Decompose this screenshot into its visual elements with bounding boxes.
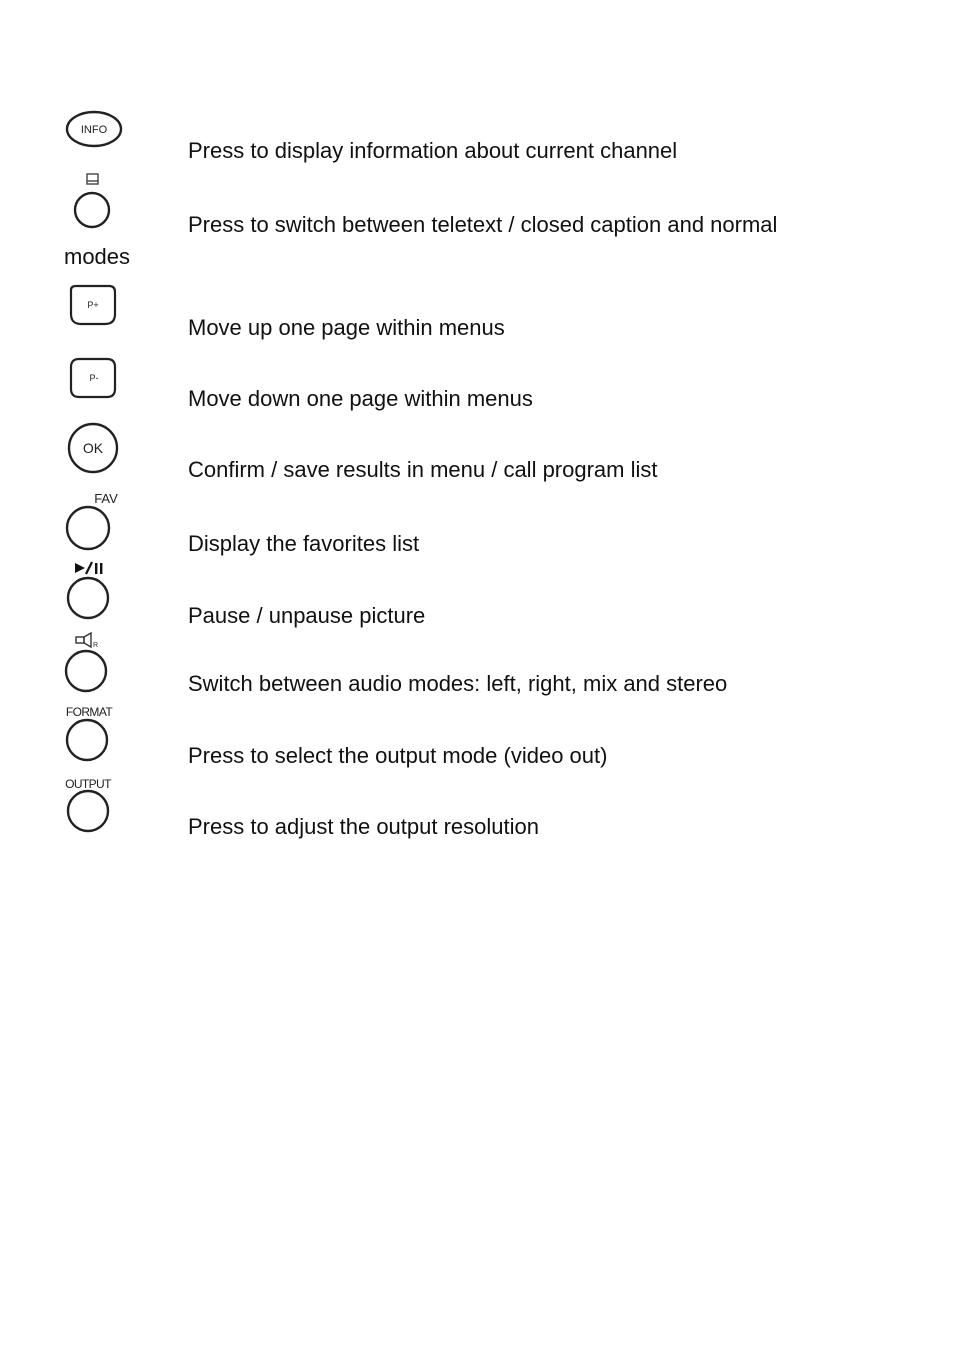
ok-button-icon [64,420,126,478]
teletext-button-icon [64,170,126,232]
teletext-description-continuation: modes [64,244,131,269]
info-button-label: INFO [80,124,108,136]
page-down-button-icon [64,355,126,401]
format-button-icon [64,702,126,764]
teletext-description: Press to switch between teletext / closed caption and normal [188,212,778,237]
ok-button-label: OK [82,440,104,456]
page-down-button-label: P- [89,373,99,383]
play-pause-button-icon [64,560,126,620]
page-down-description: Move down one page within menus [188,386,533,411]
audio-description: Switch between audio modes: left, right, mix and stereo [188,671,728,696]
output-button-label: OUTPUT [65,777,111,791]
ok-description: Confirm / save results in menu / call program list [188,457,658,482]
svg-text:R: R [93,642,99,649]
output-description: Press to adjust the output resolution [188,814,539,839]
info-button-icon [64,108,126,150]
fav-description: Display the favorites list [188,531,420,556]
page-up-button-icon [64,282,126,328]
page-up-button-label: P+ [87,300,99,310]
output-button-icon [64,774,126,836]
page-up-description: Move up one page within menus [188,315,505,340]
fav-button-label: FAV [94,491,118,506]
fav-button-icon [64,488,126,552]
audio-button-icon [64,632,126,694]
format-description: Press to select the output mode (video out) [188,743,608,768]
play-pause-description: Pause / unpause picture [188,603,426,628]
format-button-label: FORMAT [65,705,113,719]
info-description: Press to display information about current channel [188,138,678,163]
